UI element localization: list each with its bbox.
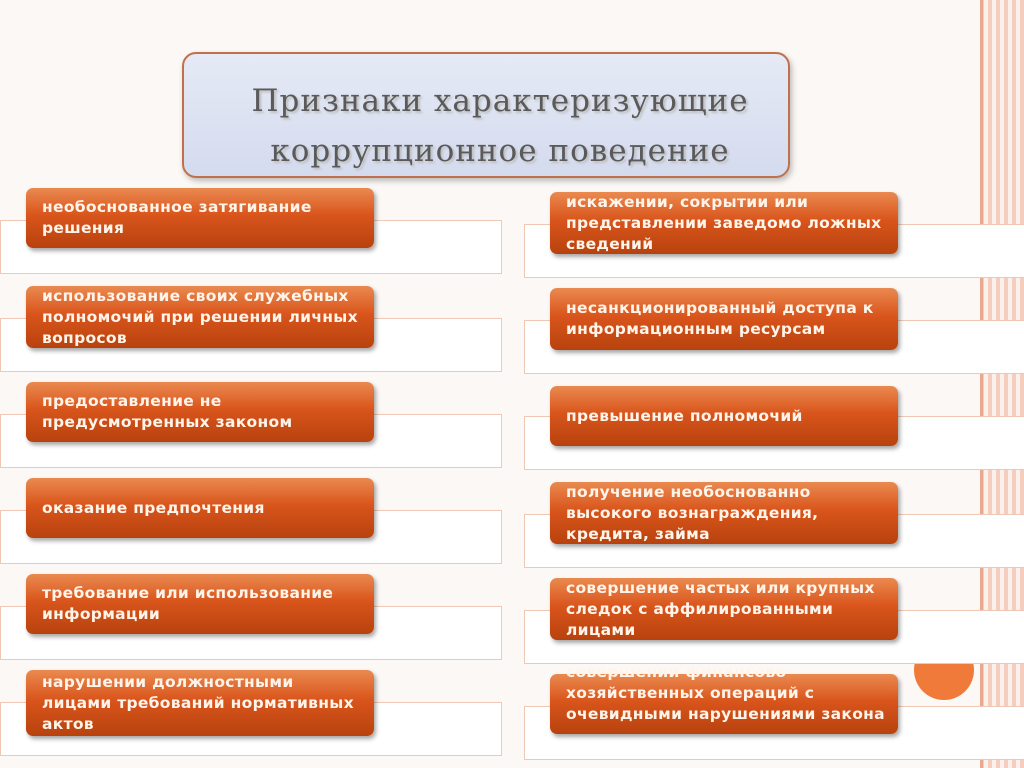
sign-box [26, 382, 374, 442]
sign-box-label: получение необоснованно высокого вознаграждения, кредита, займа [566, 482, 819, 543]
sign-box [26, 670, 374, 736]
sign-box [550, 192, 898, 254]
sign-box [26, 286, 374, 348]
sign-box-label: совершение частых или крупных следок с аффилированными лицами [566, 578, 875, 639]
sign-box [550, 288, 898, 350]
sign-box [550, 578, 898, 640]
sign-box-label: нарушении должностными лицами требований нормативных актов [42, 672, 354, 733]
sign-box-label: превышение полномочий [566, 406, 803, 425]
sign-box [550, 482, 898, 544]
sign-box [26, 574, 374, 634]
sign-box-label: необоснованное затягивание решения [42, 198, 312, 237]
sign-box-label: оказание предпочтения [42, 498, 265, 517]
sign-box [550, 386, 898, 446]
sign-box-label: искажении, сокрытии или представлении заведомо ложных сведений [566, 192, 882, 253]
sign-box-label: использование своих служебных полномочий при решении личных вопросов [42, 286, 358, 347]
sign-box-label: предоставление не предусмотренных законом [42, 392, 293, 431]
sign-box-label: требование или использование информации [42, 584, 334, 623]
sign-box [26, 478, 374, 538]
sign-box-label: совершении финансово-хозяйственных операций с очевидными нарушениями закона [566, 663, 885, 723]
sign-box [26, 188, 374, 248]
page-title: Признаки характеризующие коррупционное поведение [251, 83, 749, 169]
sign-box-label: несанкционированный доступа к информационным ресурсам [566, 299, 874, 338]
